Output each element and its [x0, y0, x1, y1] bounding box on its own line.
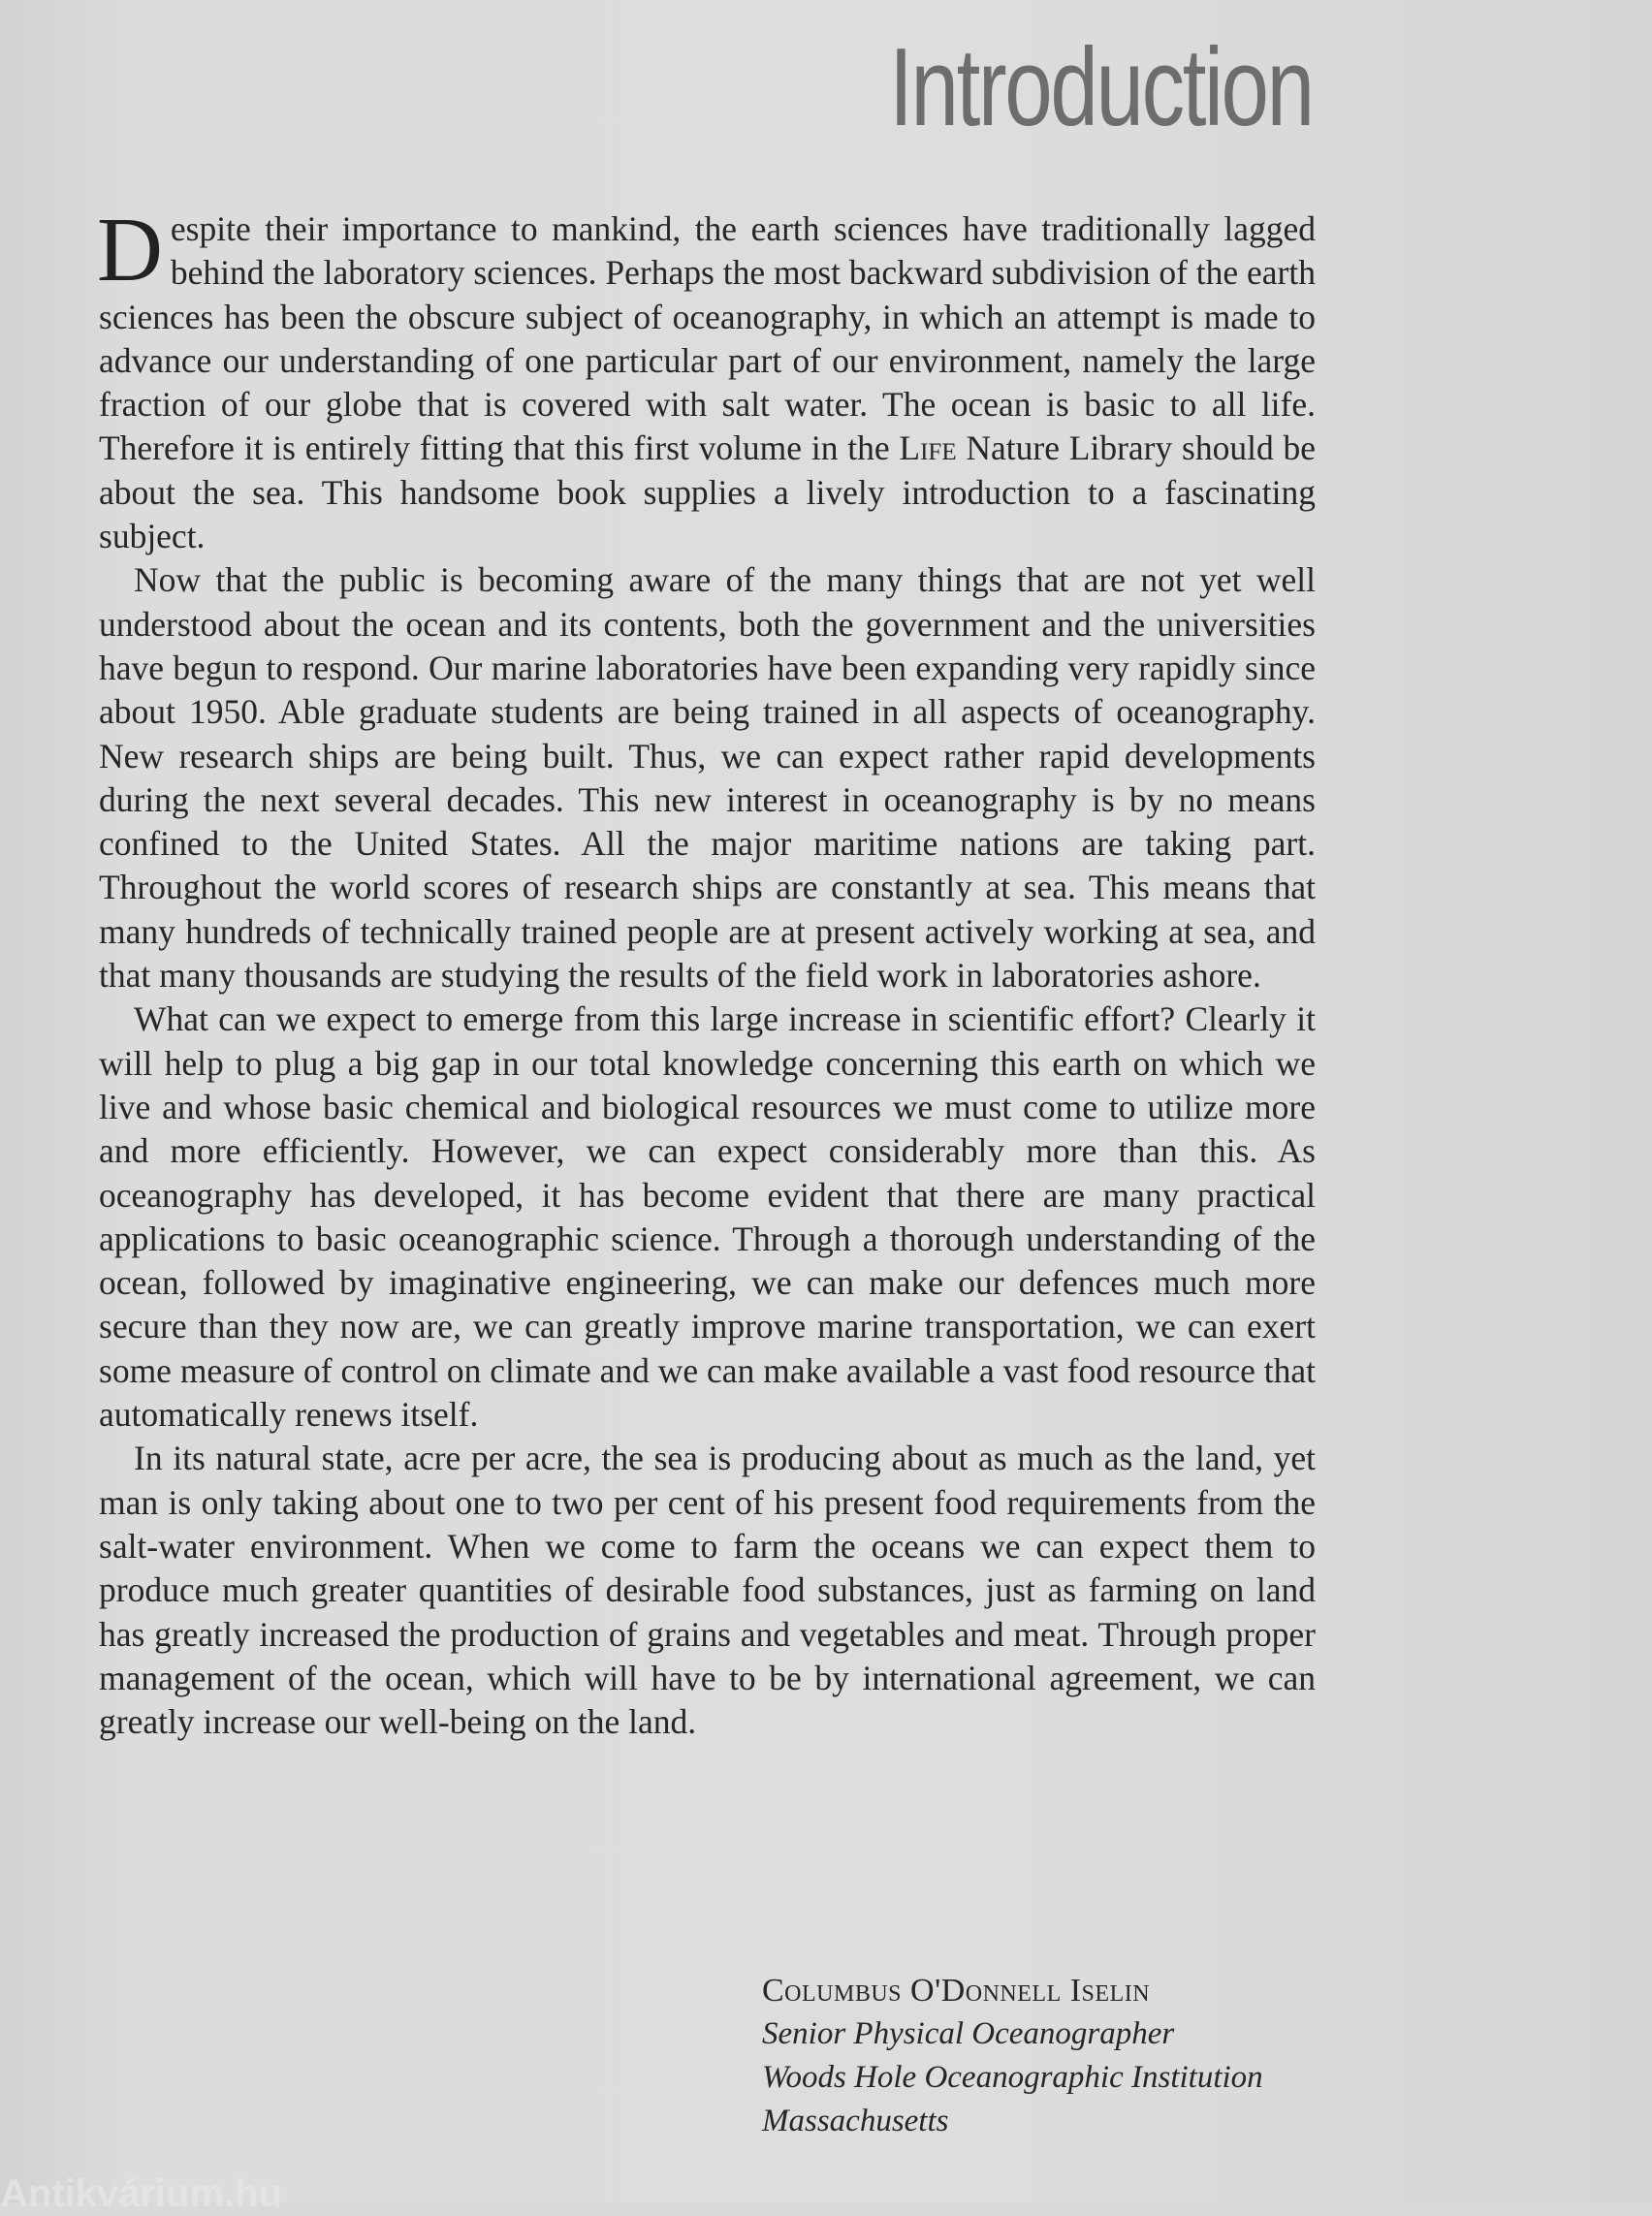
author-name: Columbus O'Donnell Iselin — [762, 1973, 1151, 2009]
paragraph-2: Now that the public is becoming aware of the many things that are not yet well understood about the ocean and its contents, both the government and the universities have begun to respond. Our marine laboratories have been expanding very rapidly since about 1950. Able graduate students are being trained in all aspects of oceanography. New research ships are being built. Thus, we can expect rather rapid developments during the next several decades. This new interest in oceanography is by no means confined to the United States. All the major maritime nations are taking part. Throughout the world scores of research ships are constantly at sea. This means that many hundreds of technically trained people are at present actively working at sea, and that many thousands are studying the results of the field work in laboratories ashore. — [99, 560, 1316, 996]
author-signature-block — [762, 1969, 1263, 2143]
page-title: Introduction — [889, 26, 1313, 149]
drop-cap: D — [97, 200, 163, 301]
author-title: Senior Physical Oceanographer — [762, 2016, 1175, 2051]
author-institution: Woods Hole Oceanographic Institution — [762, 2060, 1263, 2095]
watermark: Antikvárium.hu — [0, 2172, 283, 2215]
paragraph-1-text-b: Nature Library should be about the sea. This handsome book supplies a lively introduction to a fascinating subject. — [99, 428, 1316, 556]
life-small-caps: Life — [899, 428, 957, 468]
paragraph-1 — [97, 200, 1316, 558]
paragraph-1-text-a: espite their importance to mankind, the earth sciences have traditionally lagged behind the laboratory sciences. Perhaps the most backward subdivision of the earth sciences has been the obscure subject of oceanography, in which an attempt is made to advance our understanding of one particular part of our environment, namely the large fraction of our globe that is covered with salt water. The ocean is basic to all life. Therefore it is entirely fitting that this first volume in the — [99, 209, 1316, 468]
article-body — [97, 200, 1316, 1744]
paragraph-3: What can we expect to emerge from this large increase in scientific effort? Clearly it will help to plug a big gap in our total knowledge concerning this earth on which we live and whose basic chemical and biological resources we must come to utilize more and more efficiently. However, we can expect considerably more than this. As oceanography has developed, it has become evident that there are many practical applications to basic oceanographic science. Through a thorough understanding of the ocean, followed by imaginative engineering, we can make our defences much more secure than they now are, we can greatly improve marine transportation, we can exert some measure of control on climate and we can make available a vast food resource that automatically renews itself. — [99, 999, 1316, 1435]
author-location: Massachusetts — [762, 2104, 949, 2138]
paragraph-4: In its natural state, acre per acre, the sea is producing about as much as the land, yet man is only taking about one to two per cent of his present food requirements from the salt-water environment. When we come to farm the oceans we can expect them to produce much greater quantities of desirable food substances, just as farming on land has greatly increased the production of grains and vegetables and meat. Through proper management of the ocean, which will have to be by international agreement, we can greatly increase our well-being on the land. — [99, 1439, 1316, 1742]
